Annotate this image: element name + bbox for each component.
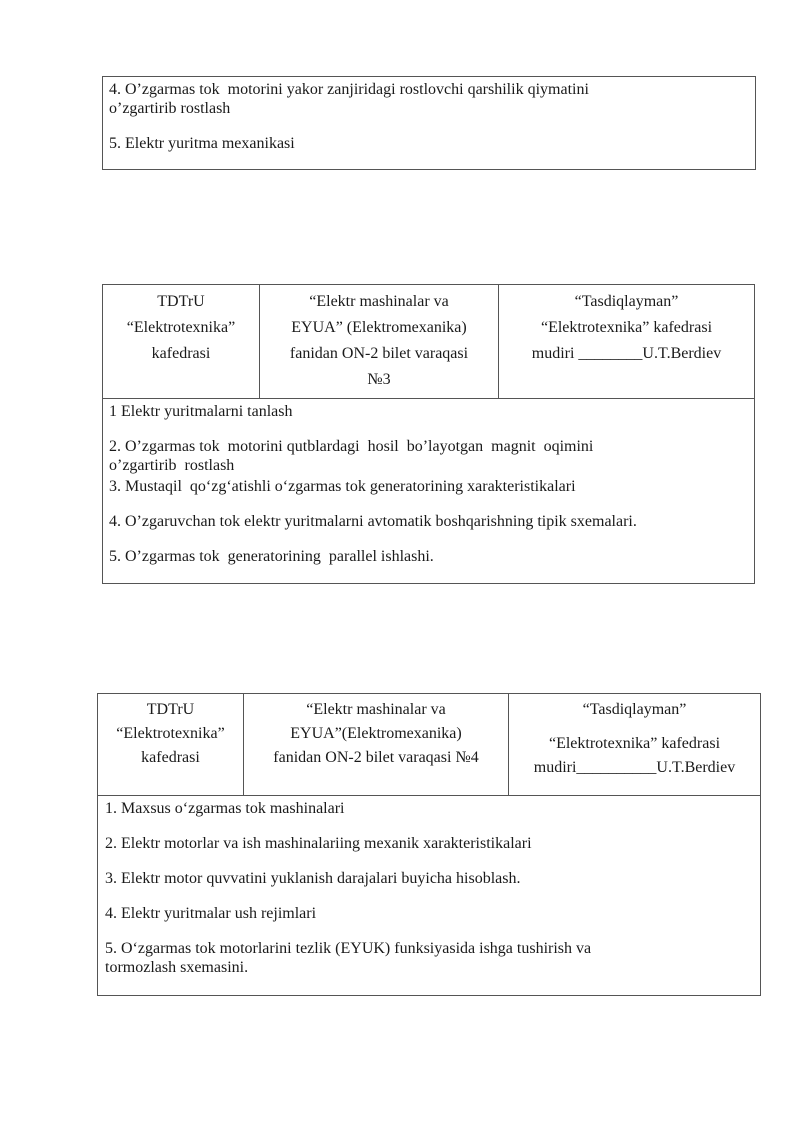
ticket-3-subject: “Elektr mashinalar va EYUA” (Elektromexanika) fanidan ON-2 bilet varaqasi №3 [259, 285, 498, 398]
ticket-4-question-2: 2. Elektr motorlar va ish mashinalariing mexanik xarakteristikalari [105, 835, 532, 852]
ticket-4-approval-title: “Tasdiqlayman” [582, 701, 687, 718]
ticket-4-question-4: 4. Elektr yuritmalar ush rejimlari [105, 905, 317, 922]
ticket-3-questions [103, 399, 754, 566]
ticket-4-approval [508, 694, 760, 795]
ticket-3-question-2: 2. O’zgarmas tok motorini qutblardagi hosil bo’layotgan magnit oqimini o’zgartirib rostlash [109, 438, 594, 474]
ticket-4 [97, 693, 761, 996]
ticket-3-department: TDTrU “Elektrotexnika” kafedrasi [126, 293, 236, 362]
ticket-4-question-5: 5. O‘zgarmas tok motorlarini tezlik (EYUK) funksiyasida ishga tushirish va tormozlash sxemasini. [105, 940, 592, 976]
ticket-3-approval: “Tasdiqlayman” “Elektrotexnika” kafedrasi mudiri ________U.T.Berdiev [498, 285, 754, 398]
ticket-4-department: TDTrU “Elektrotexnika” kafedrasi [116, 701, 225, 766]
fragment-item-4: 4. O’zgarmas tok motorini yakor zanjiridagi rostlovchi qarshilik qiymatini o’zgartirib rostlash [109, 81, 589, 117]
ticket-3 [102, 284, 755, 584]
ticket-4-subject: “Elektr mashinalar va EYUA”(Elektromexanika) fanidan ON-2 bilet varaqasi №4 [243, 694, 508, 795]
previous-ticket-fragment [102, 76, 756, 170]
ticket-4-approval-signature: “Elektrotexnika” kafedrasi mudiri__________U.T.Berdiev [533, 735, 736, 776]
ticket-3-question-5: 5. O’zgarmas tok generatorining parallel ishlashi. [109, 548, 434, 565]
ticket-3-question-4: 4. O’zgaruvchan tok elektr yuritmalarni avtomatik boshqarishning tipik sxemalari. [109, 513, 637, 530]
ticket-3-header [103, 285, 754, 399]
ticket-4-question-3: 3. Elektr motor quvvatini yuklanish darajalari buyicha hisoblash. [105, 870, 521, 887]
ticket-3-question-1: 1 Elektr yuritmalarni tanlash [109, 403, 293, 420]
ticket-3-question-3: 3. Mustaqil qo‘zg‘atishli o‘zgarmas tok generatorining xarakteristikalari [109, 478, 576, 495]
ticket-4-header [98, 694, 760, 796]
ticket-4-question-1: 1. Maxsus o‘zgarmas tok mashinalari [105, 800, 345, 817]
fragment-item-5: 5. Elektr yuritma mexanikasi [109, 135, 295, 152]
ticket-4-questions [98, 796, 760, 977]
